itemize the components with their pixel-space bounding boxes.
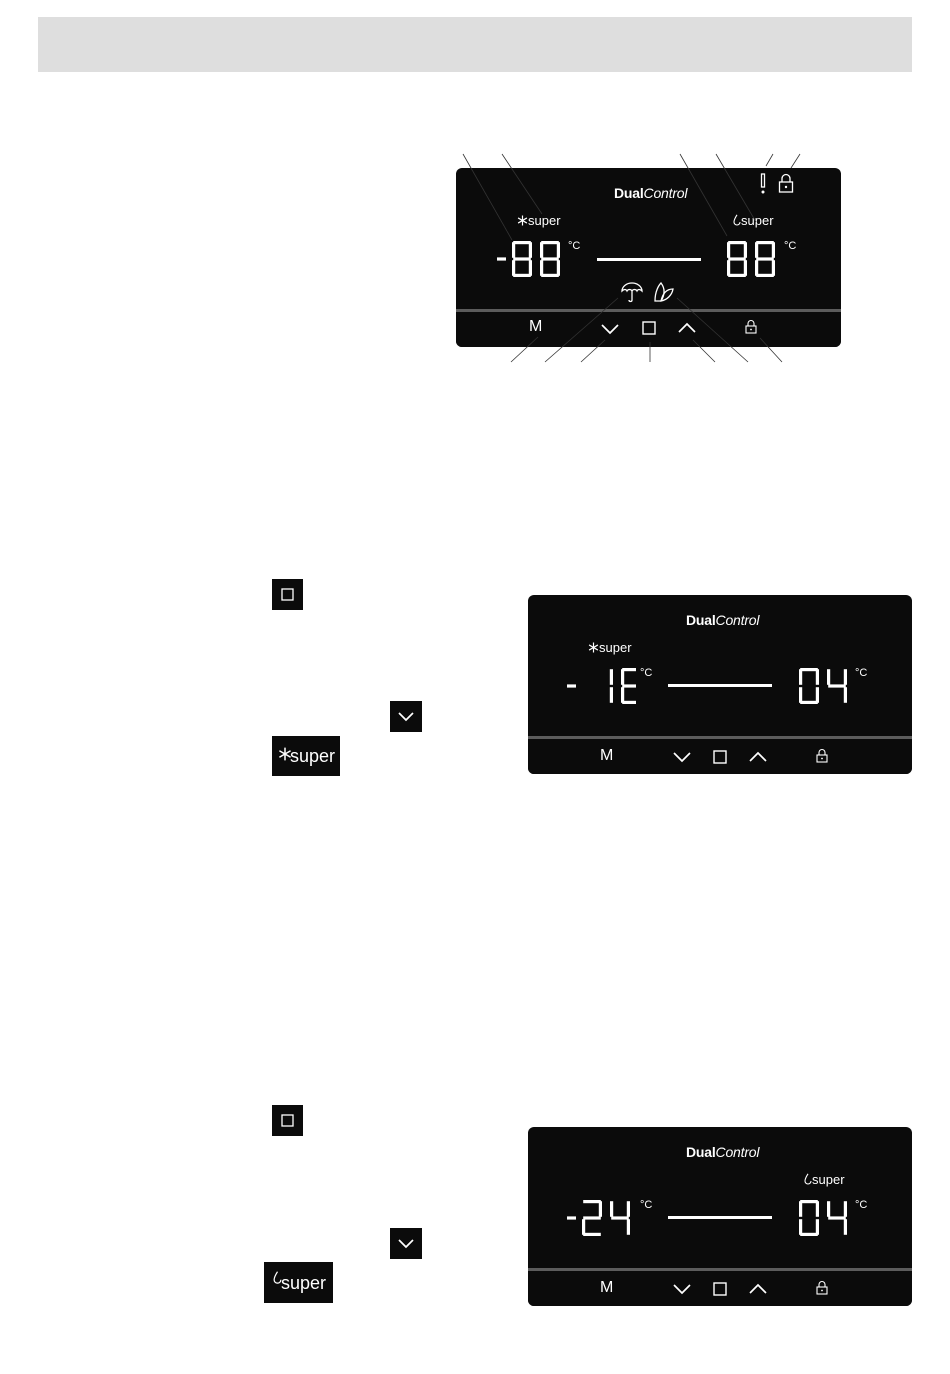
- center-line: [668, 684, 772, 687]
- digit-segment: [621, 687, 624, 703]
- chevron-down-icon[interactable]: [673, 1284, 691, 1295]
- digit-segment: [844, 1201, 847, 1217]
- display-panel-freezer-super: [528, 595, 912, 774]
- digit-segment: [844, 669, 847, 685]
- digit-segment: [816, 1201, 819, 1217]
- chevron-down-icon: [390, 701, 422, 732]
- digit-segment: [582, 1219, 585, 1235]
- digit-segment: [610, 1201, 613, 1217]
- square-icon[interactable]: [713, 1282, 727, 1296]
- fridge-super-button[interactable]: [264, 1262, 333, 1303]
- select-button[interactable]: [272, 579, 303, 610]
- digit-segment: [844, 1219, 847, 1235]
- freezer-unit: °C: [568, 240, 581, 252]
- down-button[interactable]: [390, 701, 422, 732]
- freezer-unit: °C: [640, 1199, 653, 1211]
- fridge-temperature-display: [798, 666, 853, 706]
- digit-segment: [627, 1201, 630, 1217]
- digit-segment: [800, 1200, 818, 1203]
- digit-segment: [799, 1219, 802, 1235]
- fridge-temperature-display: [798, 1198, 853, 1238]
- digit-segment: [610, 687, 613, 703]
- down-button[interactable]: [390, 1228, 422, 1259]
- digit-segment: [799, 1201, 802, 1217]
- center-line: [668, 1216, 772, 1219]
- square-icon[interactable]: [713, 750, 727, 764]
- snowflake-icon: [588, 641, 599, 656]
- digit-segment: [799, 687, 802, 703]
- digit-segment: [627, 1219, 630, 1235]
- digit-segment: [816, 1219, 819, 1235]
- digit-segment: [611, 1216, 629, 1219]
- mode-button[interactable]: M: [600, 1279, 614, 1296]
- digit-segment: [621, 669, 624, 685]
- freezer-super-indicator: super: [588, 640, 632, 656]
- brand-logo: DualControl: [686, 1144, 760, 1160]
- fridge-super-indicator: super: [804, 1172, 845, 1188]
- callout-lines: [0, 0, 950, 400]
- minus-segment: [567, 1216, 576, 1219]
- digit-segment: [816, 687, 819, 703]
- digit-segment: [610, 669, 613, 685]
- digit-segment: [800, 668, 818, 671]
- digit-segment: [622, 668, 636, 671]
- digit-segment: [828, 1216, 846, 1219]
- freezer-super-indicator: super: [517, 213, 561, 229]
- digit-segment: [583, 1216, 601, 1219]
- drop-icon: [804, 1173, 812, 1188]
- brand-logo: DualControl: [686, 612, 760, 628]
- minus-segment: [567, 684, 576, 687]
- lock-icon[interactable]: [816, 1280, 828, 1295]
- select-button[interactable]: [272, 1105, 303, 1136]
- super-label: super: [290, 746, 336, 766]
- freezer-unit: °C: [640, 667, 653, 679]
- digit-segment: [827, 669, 830, 685]
- square-icon: [272, 1105, 303, 1136]
- digit-segment: [816, 669, 819, 685]
- digit-segment: [844, 687, 847, 703]
- fridge-super-indicator: super: [733, 213, 774, 229]
- freezer-temperature-display: [566, 1198, 636, 1238]
- digit-segment: [583, 1200, 601, 1203]
- chevron-down-icon: [390, 1228, 422, 1259]
- display-panel-fridge-super: [528, 1127, 912, 1306]
- chevron-up-icon[interactable]: [749, 1283, 767, 1294]
- square-icon: [272, 579, 303, 610]
- mode-button[interactable]: M: [600, 747, 614, 764]
- mode-button[interactable]: M: [529, 318, 543, 335]
- digit-segment: [583, 1233, 601, 1236]
- digit-segment: [599, 1201, 602, 1217]
- digit-segment: [800, 701, 818, 704]
- digit-segment: [622, 684, 636, 687]
- super-label: super: [281, 1273, 327, 1293]
- digit-segment: [827, 1201, 830, 1217]
- chevron-down-icon[interactable]: [673, 752, 691, 763]
- lock-icon[interactable]: [816, 748, 828, 763]
- fridge-unit: °C: [855, 1199, 868, 1211]
- digit-segment: [799, 669, 802, 685]
- digit-segment: [828, 684, 846, 687]
- digit-segment: [622, 701, 636, 704]
- brand-logo: DualControl: [614, 185, 688, 201]
- chevron-up-icon[interactable]: [749, 751, 767, 762]
- fridge-unit: °C: [855, 667, 868, 679]
- fridge-unit: °C: [784, 240, 797, 252]
- freezer-super-button[interactable]: [272, 736, 340, 776]
- freezer-temperature-display: [566, 666, 636, 706]
- digit-segment: [800, 1233, 818, 1236]
